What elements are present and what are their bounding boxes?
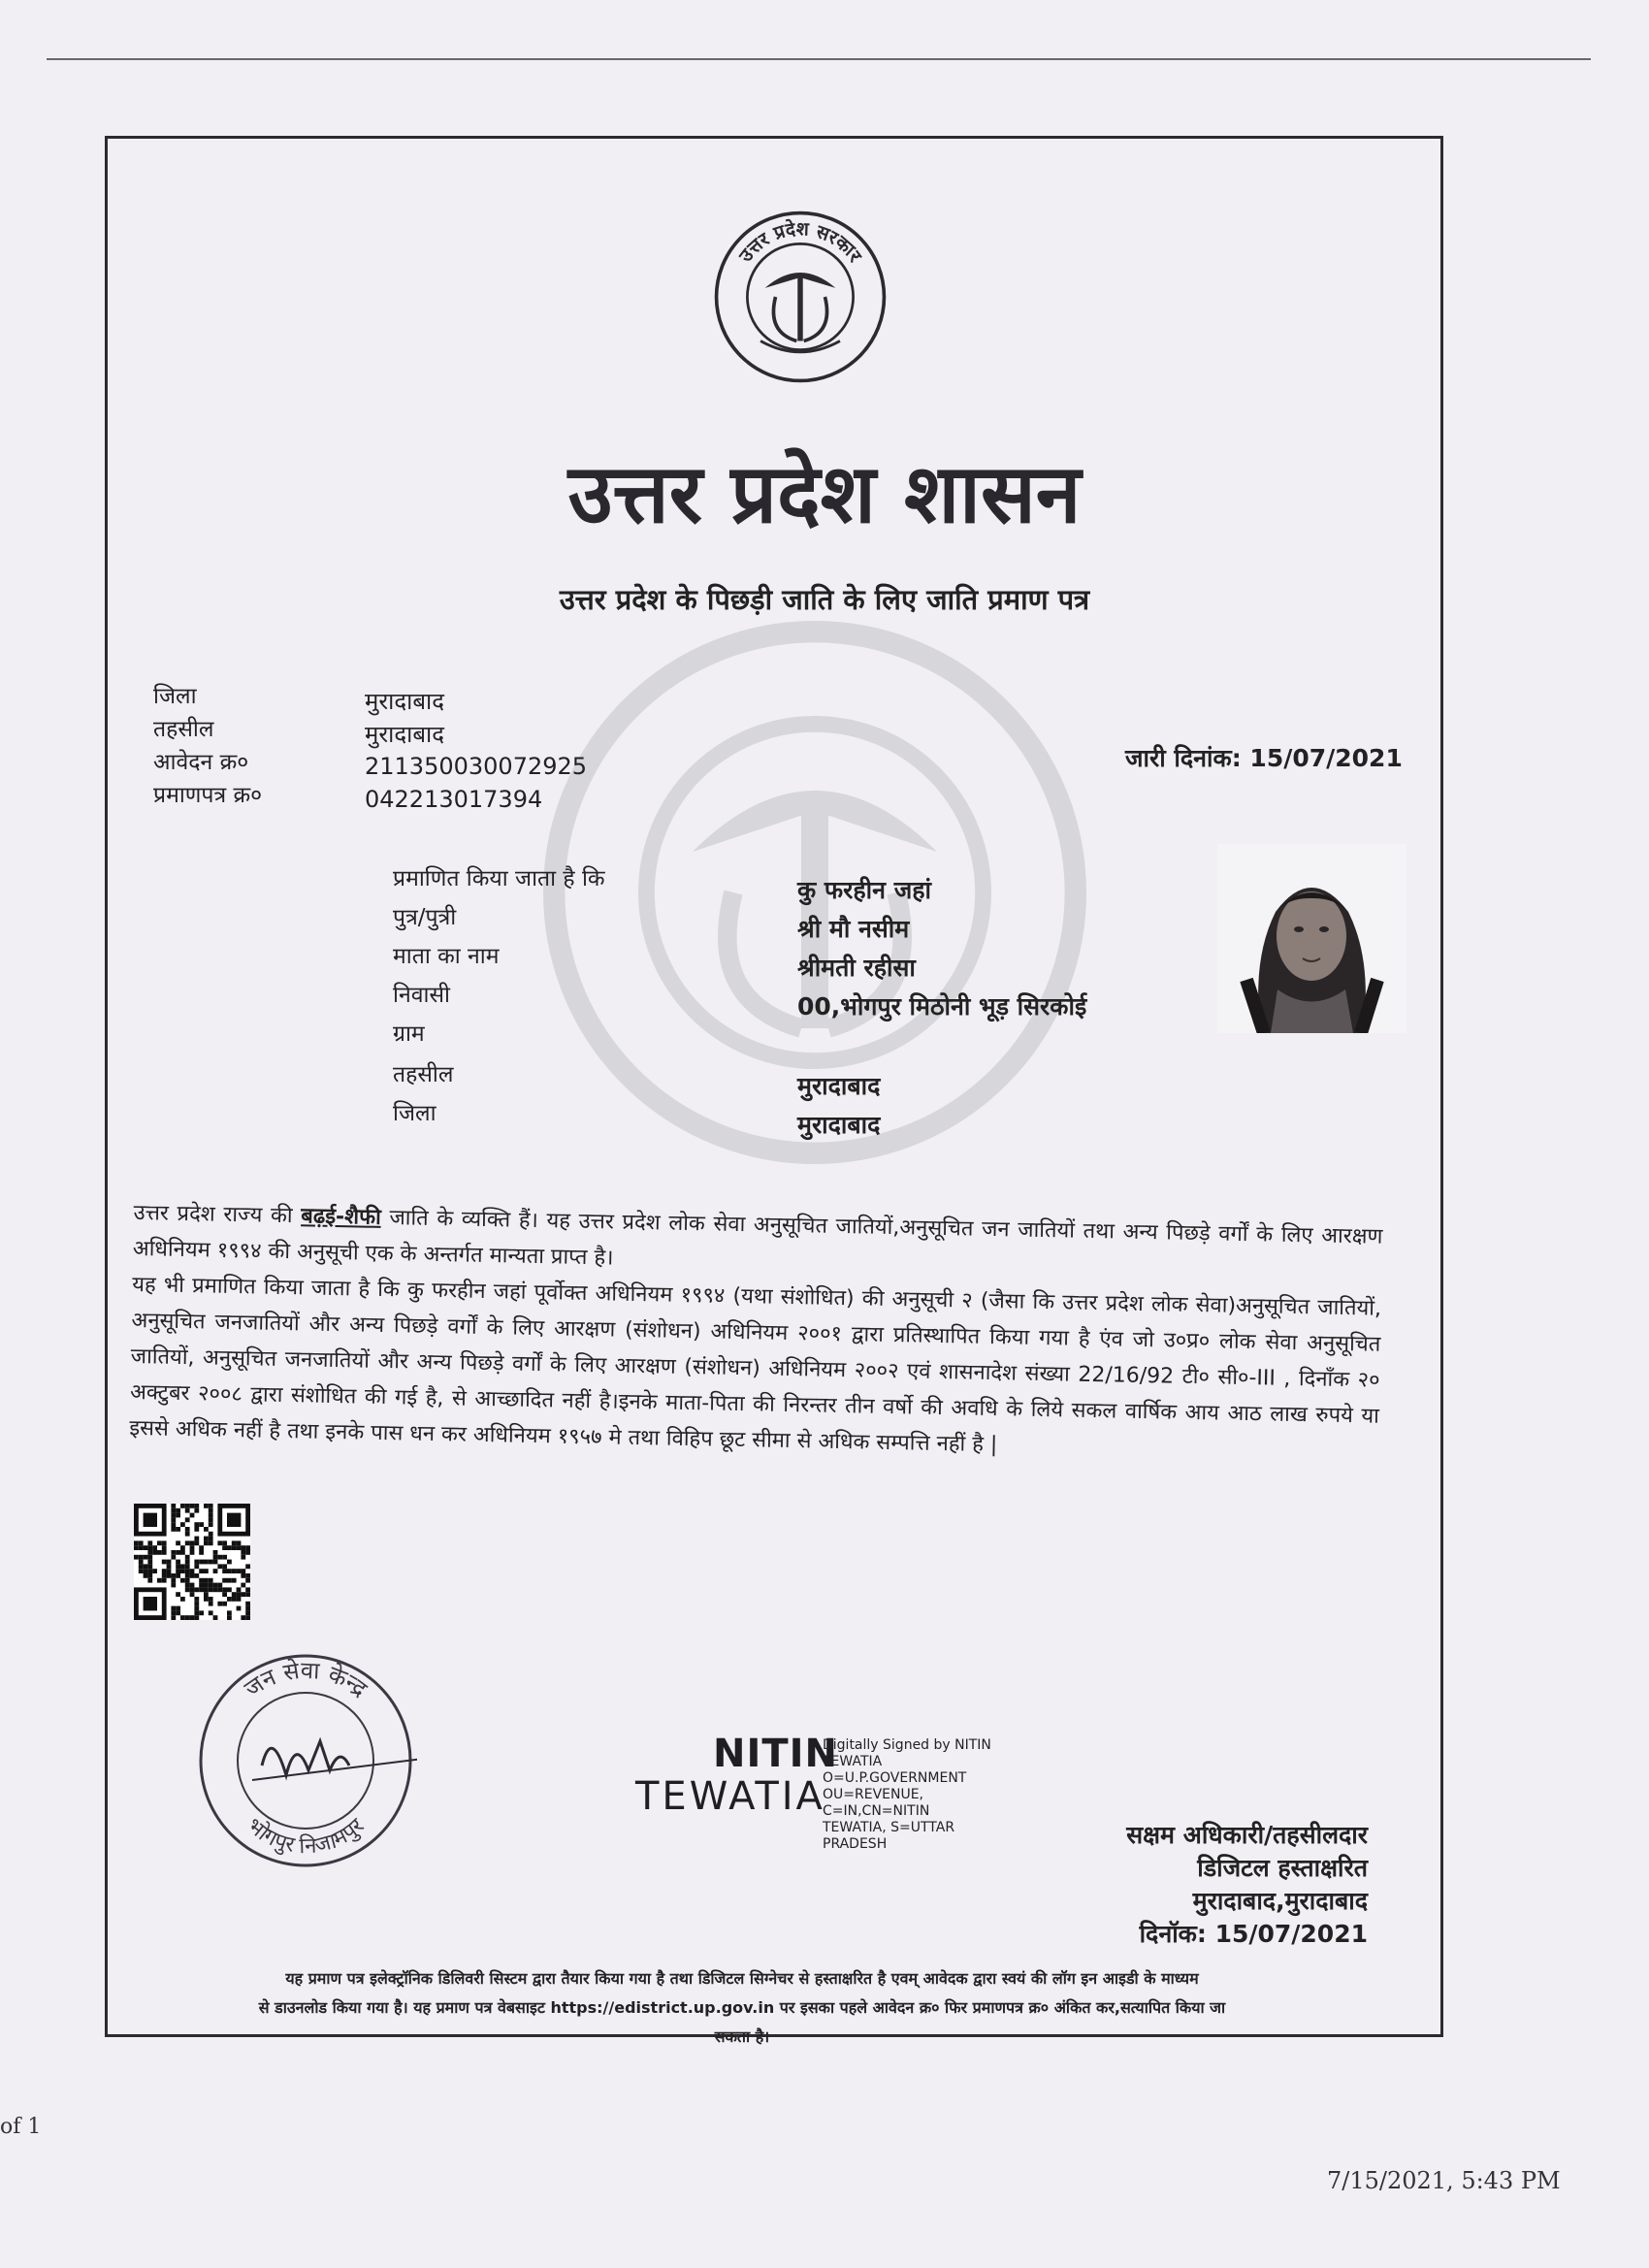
page-title: उत्तर प्रदेश शासन [567, 445, 1082, 541]
field-district-value: मुरादाबाद [797, 1111, 881, 1139]
certificate-body [129, 1195, 1383, 1471]
father-name: श्री मौ नसीम [797, 915, 910, 943]
mother-label: माता का नाम [393, 944, 500, 969]
qr-code [134, 1504, 250, 1620]
footer-note [126, 1964, 1358, 2052]
signature-detail-line: C=IN,CN=NITIN [823, 1803, 930, 1819]
svg-text:उत्तर प्रदेश सरकार [733, 217, 867, 267]
signature-detail-line: O=U.P.GOVERNMENT [823, 1770, 967, 1786]
district-value: मुरादाबाद [365, 688, 445, 715]
certificate-no-label: प्रमाणपत्र क्र० [153, 783, 263, 808]
up-government-emblem [712, 209, 889, 385]
parent-label: पुत्र/पुत्री [393, 905, 457, 930]
officer-designation: सक्षम अधिकारी/तहसीलदार [1126, 1821, 1368, 1849]
signature-details [823, 1737, 991, 1853]
tehsil-value: मुरादाबाद [365, 721, 445, 748]
footer-line-1: यह प्रमाण पत्र इलेक्ट्रॉनिक डिलिवरी सिस्टम द्वारा तैयार किया गया है तथा डिजिटल सिग्नेचर से हस्ताक्षरित है एवम् आवेदक द्वारा स्वयं की लॉग इन आइडी के माध्यम [285, 1969, 1199, 1988]
certify-label: प्रमाणित किया जाता है कि [393, 866, 605, 891]
signature-detail-line: Digitally Signed by NITIN [823, 1737, 991, 1753]
digital-signature-block [635, 1732, 1023, 1877]
resident-label: निवासी [393, 983, 450, 1008]
issue-date: जारी दिनांक: 15/07/2021 [1125, 744, 1403, 772]
body-paragraph-1: जाति के व्यक्ति हैं। यह उत्तर प्रदेश लोक सेवा अनुसूचित जातियों,अनुसूचित जन जातियों तथा अन्य पिछड़े वर्गों के लिए आरक्षण अधिनियम १९९४ की अनुसूची एक के अन्तर्गत मान्यता प्राप्त है। [132, 1206, 1383, 1271]
certificate-subtitle: उत्तर प्रदेश के पिछड़ी जाति के लिए जाति प्रमाण पत्र [559, 583, 1090, 616]
svg-text:जन सेवा केन्द्र [240, 1657, 372, 1703]
stamp-top-text: जन सेवा केन्द्र [239, 1656, 372, 1703]
page-top-rule [47, 58, 1591, 60]
district-label: जिला [153, 684, 197, 709]
signer-name-line2: TEWATIA [635, 1774, 825, 1819]
footer-line-2: से डाउनलोड किया गया है। यह प्रमाण पत्र वेबसाइट https://edistrict.up.gov.in पर इसका पहले आवेदन क्र० फिर प्रमाणपत्र क्र० अंकित कर,सत्यापित किया जा [258, 1998, 1226, 2017]
body-paragraph-2: यह भी प्रमाणित किया जाता है कि कु फरहीन जहां पूर्वोक्त अधिनियम १९९४ (यथा संशोधित) की अनुसूची २ (जैसा कि उत्तर प्रदेश लोक सेवा)अनुसूचित जातियों, अनुसूचित जनजातियों और अन्य पिछड़े वर्गों के लिए आरक्षण (संशोधन) अधिनियम २००१ द्वारा प्रतिस्थापित किया गया है एंव जो उ०प्र० लोक सेवा अनुसूचित जातियों, अनुसूचित जनजातियों और अन्य पिछड़े वर्गों के लिए आरक्षण (संशोधन) अधिनियम २००२ एवं शासनादेश संख्या 22/16/92 टी० सी०-III , दिनाँक २० अक्टुबर २००८ द्वारा संशोधित की गई है, से आच्छादित नहीं है।इनके माता-पिता की निरन्तर तीन वर्षो की अवधि के लिये सकल वार्षिक आय आठ लाख रुपये या इससे अधिक नहीं है तथा इनके पास धन कर अधिनियम १९५७ मे तथा विहिप छूट सीमा से अधिक सम्पत्ति नहीं है | [129, 1272, 1382, 1458]
signer-name-line1: NITIN [713, 1732, 839, 1776]
signature-detail-line: TEWATIA [823, 1754, 883, 1769]
mother-name: श्रीमती रहीसा [797, 954, 916, 982]
field-district-label: जिला [393, 1101, 436, 1126]
body-intro: उत्तर प्रदेश राज्य की [133, 1200, 293, 1229]
officer-signed: डिजिटल हस्ताक्षरित [1197, 1854, 1368, 1882]
holder-name: कु फरहीन जहां [797, 876, 932, 904]
address-value: 00,भोगपुर मिठोनी भूड़ सिरकोई [797, 992, 1087, 1021]
jan-seva-kendra-stamp [194, 1649, 417, 1872]
field-tehsil-value: मुरादाबाद [797, 1072, 881, 1100]
emblem-text: उत्तर प्रदेश सरकार [733, 217, 867, 267]
print-timestamp: 7/15/2021, 5:43 PM [1327, 2167, 1561, 2194]
field-tehsil-label: तहसील [393, 1062, 454, 1087]
certificate-no-value: 042213017394 [365, 786, 543, 813]
holder-photo [1217, 844, 1406, 1033]
tehsil-label: तहसील [153, 717, 214, 742]
officer-date: दिनॉक: 15/07/2021 [1139, 1920, 1368, 1948]
caste-name: बढ़ई-शैफी [301, 1204, 382, 1230]
village-label: ग्राम [393, 1021, 425, 1047]
application-no-value: 211350030072925 [365, 753, 588, 780]
signature-detail-line: PRADESH [823, 1836, 888, 1852]
signature-detail-line: TEWATIA, S=UTTAR [823, 1820, 955, 1835]
page-number: of 1 [0, 2115, 42, 2139]
application-no-label: आवेदन क्र० [153, 750, 249, 775]
signature-detail-line: OU=REVENUE, [823, 1787, 924, 1802]
stamp-bottom-text: भोगपुर निजामपुर [242, 1813, 370, 1860]
footer-line-3: सकता है। [714, 2027, 770, 2046]
officer-place: मुरादाबाद,मुरादाबाद [1192, 1887, 1368, 1915]
svg-text:भोगपुर निजामपुर [242, 1813, 371, 1859]
